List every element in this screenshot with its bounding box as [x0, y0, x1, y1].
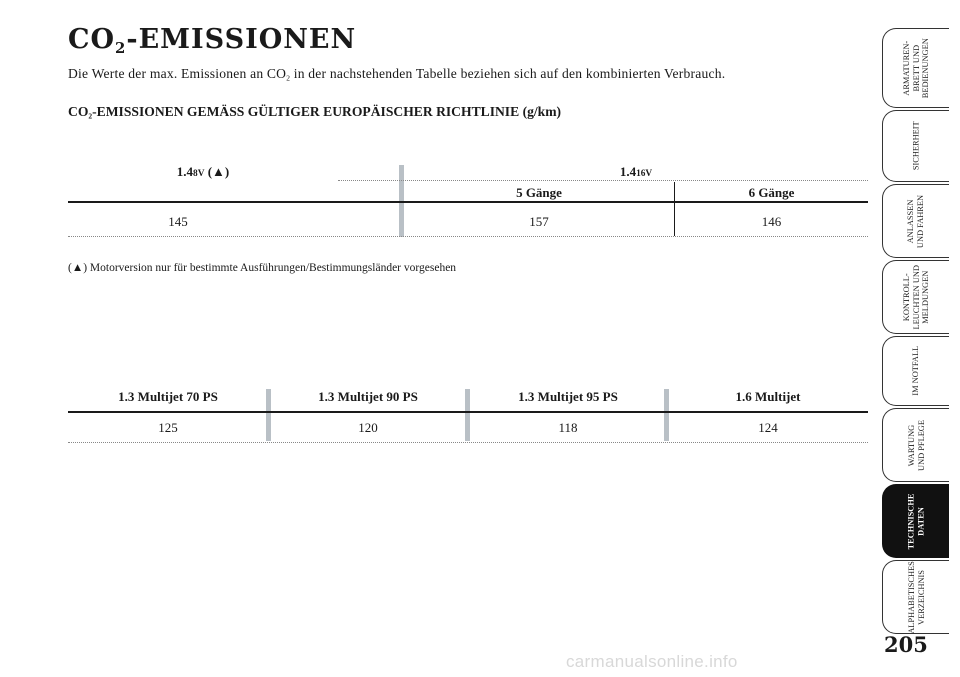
header-multijet-95: 1.3 Multijet 95 PS — [518, 389, 618, 404]
page-title: $CO_2$-EMISSIONEN — [68, 24, 357, 58]
header-multijet-70: 1.3 Multijet 70 PS — [118, 389, 218, 404]
value-multijet-16: 124 — [758, 420, 778, 435]
tab-anlassen[interactable]: ANLASSEN UND FAHREN — [882, 184, 949, 258]
header-multijet-16: 1.6 Multijet — [735, 389, 801, 404]
value-multijet-95: 118 — [558, 420, 578, 435]
emissions-table-petrol — [68, 160, 868, 238]
tab-verzeichnis[interactable]: ALPHABETISCHES VERZEICHNIS — [882, 560, 949, 634]
tab-wartung[interactable]: WARTUNG UND PFLEGE — [882, 408, 949, 482]
tab-im-notfall[interactable]: IM NOTFALL — [882, 336, 949, 406]
value-16v-5-gears: 157 — [529, 214, 549, 229]
header-6-gears: 6 Gänge — [748, 185, 795, 200]
tab-armaturenbrett[interactable]: ARMATUREN- BRETT UND BEDIENUNGEN — [882, 28, 949, 108]
tab-technische-daten[interactable]: TECHNISCHE DATEN — [882, 484, 949, 558]
tab-sicherheit[interactable]: SICHERHEIT — [882, 110, 949, 182]
page-number: 205 — [884, 632, 928, 657]
dotted-rule — [338, 180, 868, 181]
header-5-gears: 5 Gänge — [516, 185, 562, 200]
emissions-table-diesel — [68, 385, 868, 445]
value-16v-6-gears: 146 — [761, 214, 782, 229]
dotted-rule — [68, 236, 868, 237]
value-multijet-90: 120 — [358, 420, 378, 435]
header-rule — [68, 411, 868, 413]
dotted-rule — [68, 442, 868, 443]
header-engine-8v: 1.48V (▲) — [176, 164, 230, 179]
header-rule — [68, 201, 868, 203]
footnote: (▲) Motorversion nur für bestimmte Ausführungen/Bestimmungsländer vorgesehen — [68, 262, 457, 274]
header-engine-16v: 1.416V — [619, 164, 653, 179]
tab-kontrollleuchten[interactable]: KONTROLL- LEUCHTEN UND MELDUNGEN — [882, 260, 949, 334]
table-heading: $CO_2$-EMISSIONEN GEMÄSS GÜLTIGER EUROPÄISCHER RICHTLINIE (g/km) — [68, 104, 562, 121]
header-multijet-90: 1.3 Multijet 90 PS — [318, 389, 418, 404]
watermark: carmanualsonline.info — [566, 652, 738, 671]
value-multijet-70: 125 — [158, 420, 178, 435]
intro-text: Die Werte der max. Emissionen an $CO_2$ in der nachstehenden Tabelle beziehen sich auf den kombinierten Verbrauch. — [68, 66, 726, 83]
value-8v: 145 — [168, 214, 188, 229]
